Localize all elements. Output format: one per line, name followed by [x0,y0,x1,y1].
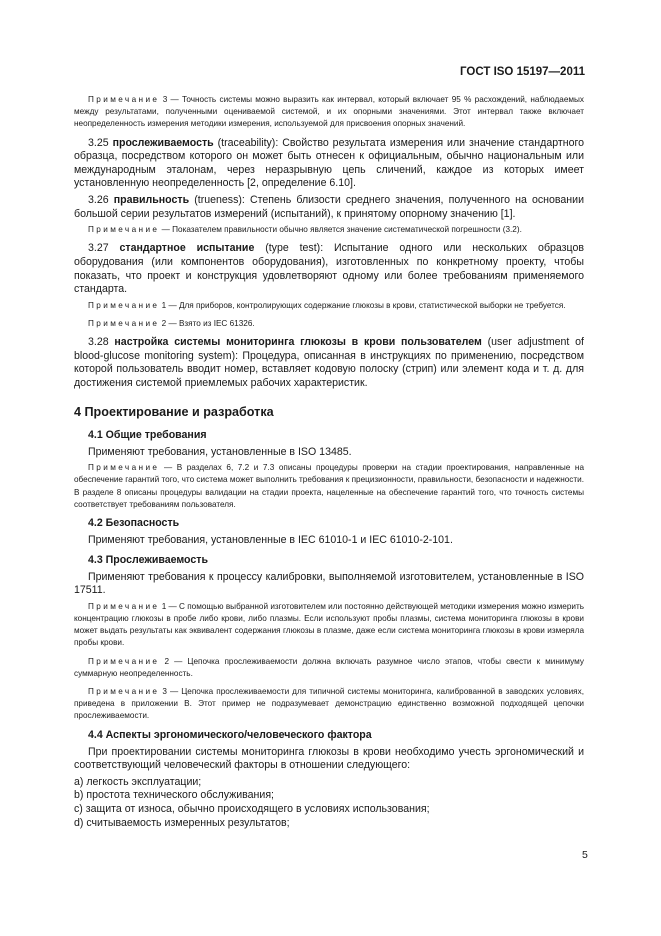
page-number: 5 [582,849,588,861]
note-4-3-2: Примечание 2 — Цепочка прослеживаемости должна включать разумное число этапов, чтобы свести к минимуму суммарную неопределенность. [74,656,584,678]
section-4-3-heading: 4.3 Прослеживаемость [88,553,208,566]
note-3-24: Примечание 3 — Точность системы можно выразить как интервал, который включает 95 % расхождений, наблюдаемых между результатами, полученными оцениваемой системой, и их опорными значениями. Этот интервал также включает неопределенность измерения методики измерения, используемой для присвоения опорных значений. [74,95,584,129]
section-4-1-text: Применяют требования, установленные в ISO 13485. [88,445,352,458]
definition-3-25: 3.25 прослеживаемость (traceability): Свойство результата измерения или значение стандартного образца, посредством которого он может быть отнесен к официальным, обычно национальным или международным эталонам, через неразрывную цепь сличений, каждое из которых имеет установленную неопределенность [2, определение 6.10]. [74,136,584,190]
list-item: d) считываемость измеренных результатов; [74,816,290,829]
section-4-2-heading: 4.2 Безопасность [88,516,180,529]
section-4-2-text: Применяют требования, установленные в IEC 61010-1 и IEC 61010-2-101. [88,533,453,546]
section-4-4-text: При проектировании системы мониторинга глюкозы в крови необходимо учесть эргономический и соответствующий человеческий факторы в отношении следующего: [74,745,584,772]
section-4-1-heading: 4.1 Общие требования [88,428,207,441]
document-header: ГОСТ ISO 15197—2011 [460,66,585,78]
note-3-26: Примечание — Показателем правильности обычно является значение систематической погрешности (3.2). [88,225,522,235]
list-item: a) легкость эксплуатации; [74,775,202,788]
note-4-3-3: Примечание 3 — Цепочка прослеживаемости для типичной системы мониторинга, калиброванной в заводских условиях, приведена в приложении В. Этот пример не подразумевает демонстрацию единственно возможной подходящей цепочки прослеживаемости. [74,686,584,721]
ergonomics-list [74,776,584,830]
definition-3-28: 3.28 настройка системы мониторинга глюкозы в крови пользователем (user adjustment of blood-glucose monitoring system): Процедура, описанная в инструкциях по применению, посредством которой пользователь вводит номер, вставляет кодовую полоску (стрип) или элемент кода и т. д. для достижения системой приемлемых рабочих характеристик. [74,336,584,389]
definition-3-26: 3.26 правильность (trueness): Степень близости среднего значения, полученного на основании большой серии результатов измерений (испытаний), к принятому опорному значению [1]. [74,193,584,220]
section-4-heading: 4 Проектирование и разработка [74,404,274,419]
list-item: b) простота технического обслуживания; [74,789,275,802]
section-4-3-text: Применяют требования к процессу калибровки, выполняемой изготовителем, установленные в ISO 17511. [74,570,584,597]
section-4-4-heading: 4.4 Аспекты эргономического/человеческого фактора [88,728,372,741]
page-content [74,94,584,830]
note-4-3-1: Примечание 1 — С помощью выбранной изготовителем или постоянно действующей методики измерения можно измерить концентрацию глюкозы в пробе либо крови, либо плазмы. Если используют пробы плазмы, система мониторинга глюкозы в крови может выдать результаты как эквивалент содержания глюкозы в плазме, даже если система мониторинга глюкозы в крови измеряла пробы крови. [74,601,584,648]
note-3-27-1: Примечание 1 — Для приборов, контролирующих содержание глюкозы в крови, статистической выборки не требуется. [88,300,566,310]
definition-3-27: 3.27 стандартное испытание (type test): Испытание одного или нескольких образцов оборудования (или компонентов оборудования), изготовленных по конкретному проекту, чтобы показать, что проект и конструкция удовлетворяют одному или более требованиям применяемого стандарта. [74,242,584,296]
note-3-27-2: Примечание 2 — Взято из IEC 61326. [88,318,255,328]
note-4-1: Примечание — В разделах 6, 7.2 и 7.3 описаны процедуры проверки на стадии проектирования, направленные на обеспечение гарантий того, что система может выполнить требования к прецизионности, правильности, безопасности и надежности. В разделе 8 описаны процедуры валидации на стадии проекта, нацеленные на обеспечение гарантий того, что точность системы соответствует требованиям пользователя. [74,463,584,509]
list-item: c) защита от износа, обычно происходящего в условиях использования; [74,802,430,815]
